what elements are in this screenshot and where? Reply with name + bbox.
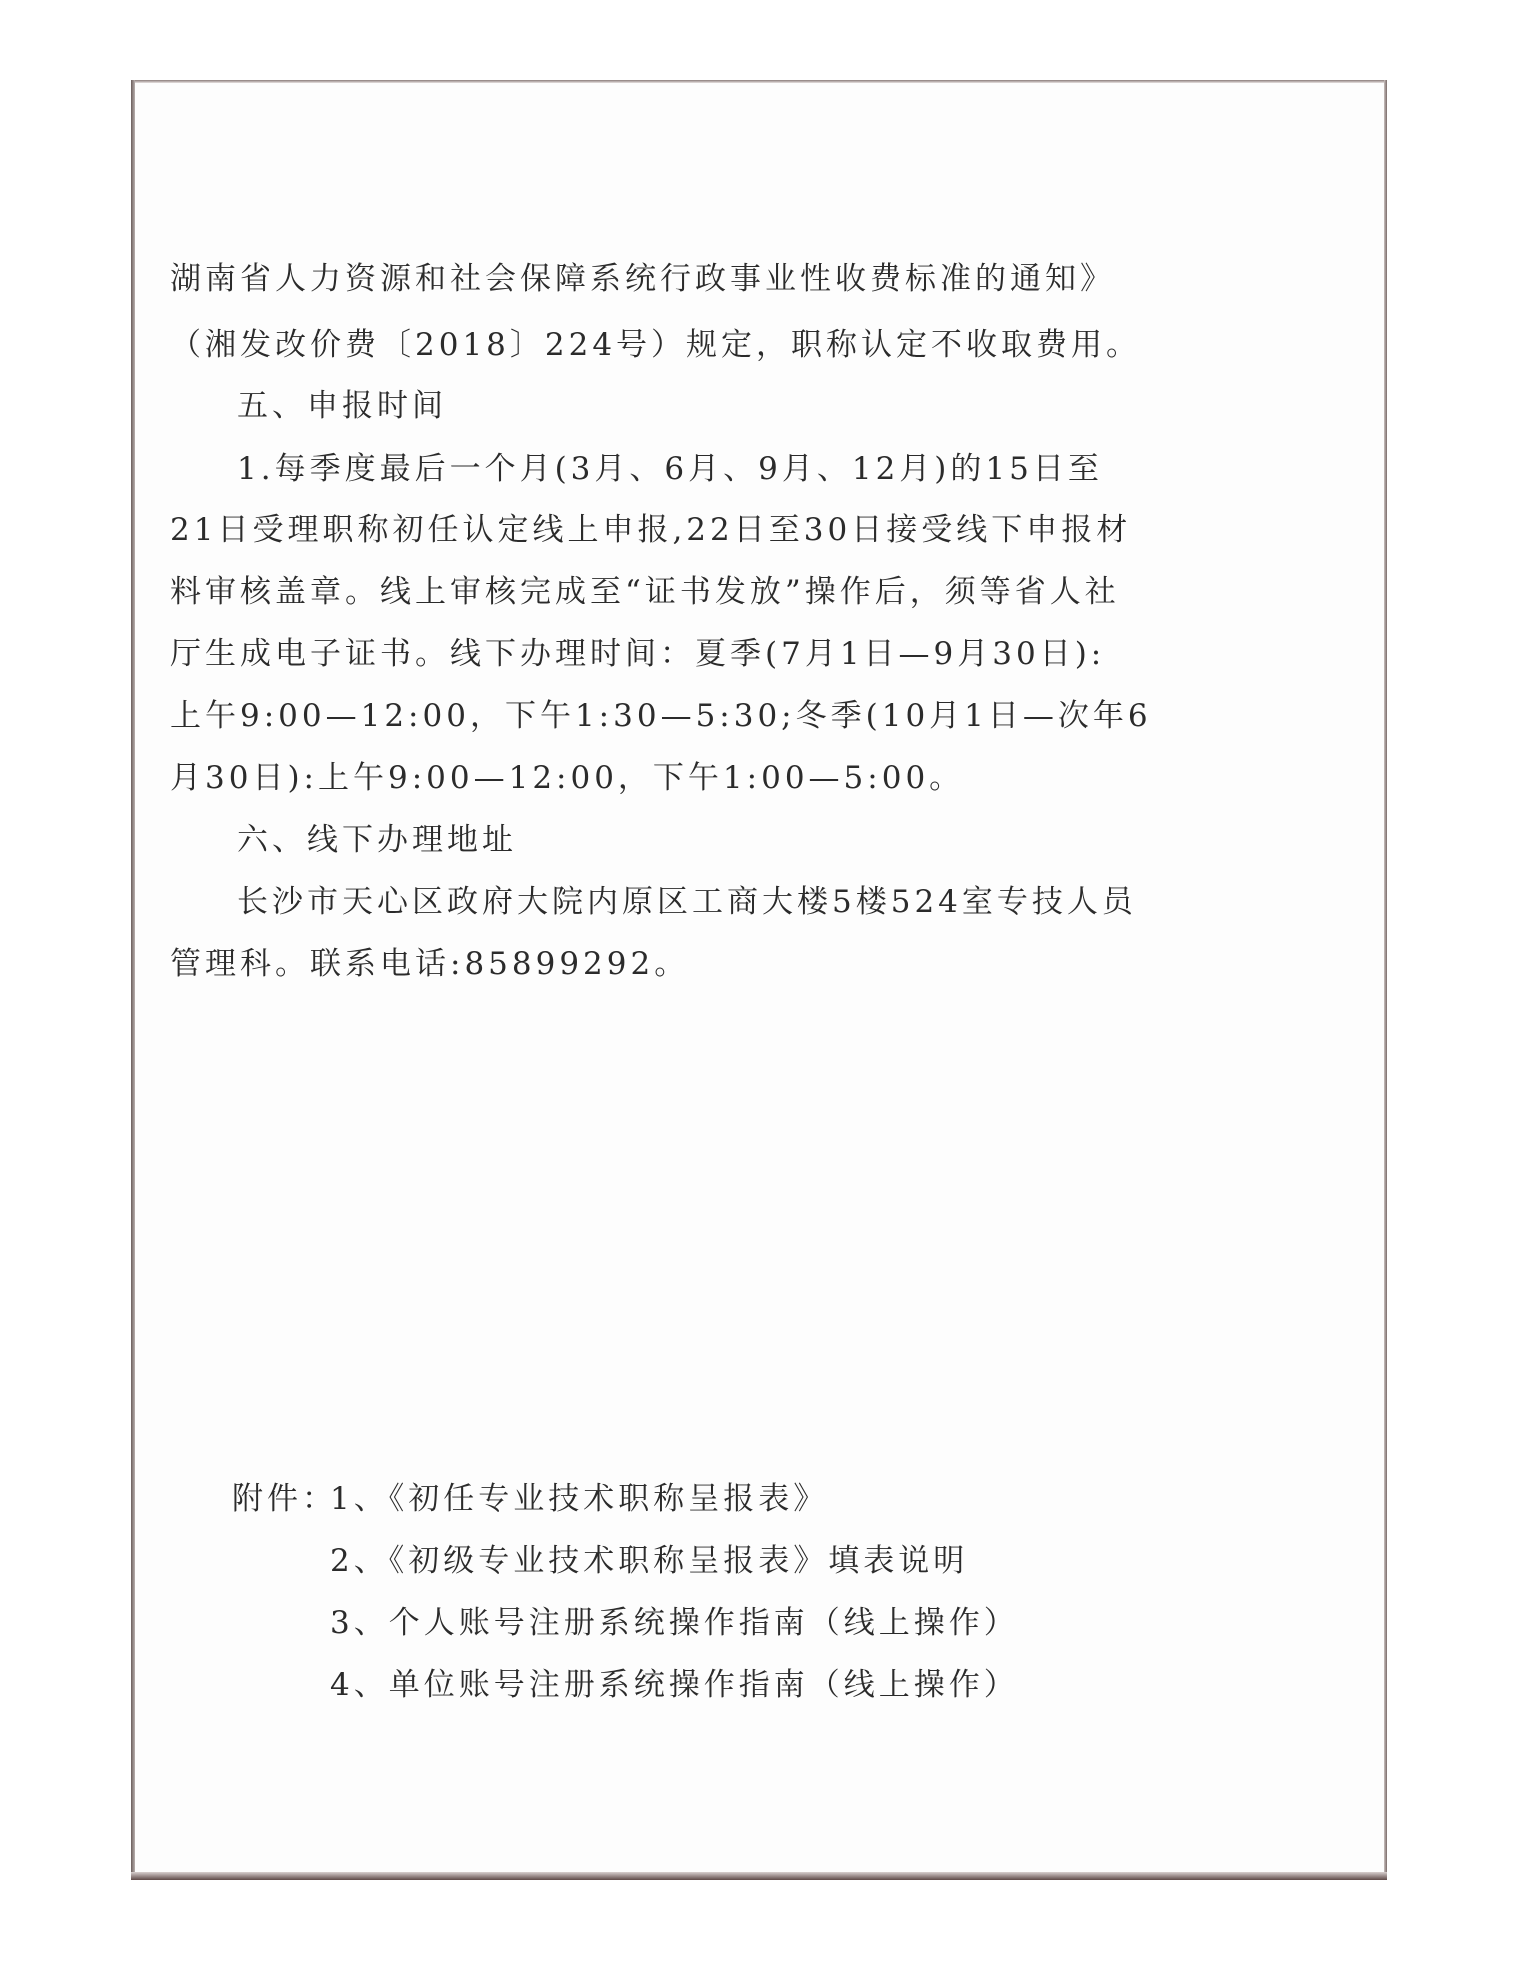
paragraph-line-1: 湖南省人力资源和社会保障系统行政事业性收费标准的通知》 — [170, 261, 1115, 297]
section-heading-offline-address: 六、线下办理地址 — [237, 822, 517, 858]
attachment-item-3: 3、个人账号注册系统操作指南（线上操作） — [330, 1605, 1019, 1641]
paragraph-line-5: 21日受理职称初任认定线上申报,22日至30日接受线下申报材 — [170, 512, 1132, 548]
paragraph-line-11: 长沙市天心区政府大院内原区工商大楼5楼524室专技人员 — [237, 884, 1137, 920]
attachments-label: 附件： — [232, 1481, 337, 1517]
paragraph-line-7: 厅生成电子证书。线下办理时间：夏季(7月1日—9月30日): — [170, 636, 1106, 672]
attachment-item-2: 2、《初级专业技术职称呈报表》填表说明 — [330, 1543, 969, 1579]
attachment-item-1: 1、《初任专业技术职称呈报表》 — [330, 1481, 829, 1517]
paragraph-line-12: 管理科。联系电话:85899292。 — [170, 946, 690, 982]
paragraph-line-9: 月30日):上午9:00—12:00，下午1:00—5:00。 — [170, 760, 965, 796]
attachment-item-4: 4、单位账号注册系统操作指南（线上操作） — [330, 1667, 1019, 1703]
scan-edge-bottom — [131, 1872, 1387, 1880]
paragraph-line-6: 料审核盖章。线上审核完成至“证书发放”操作后，须等省人社 — [170, 574, 1120, 610]
paragraph-line-4: 1.每季度最后一个月(3月、6月、9月、12月)的15日至 — [237, 451, 1103, 487]
paragraph-line-2: （湘发改价费〔2018〕224号）规定，职称认定不收取费用。 — [170, 327, 1142, 363]
section-heading-application-time: 五、申报时间 — [237, 388, 447, 424]
paragraph-line-8: 上午9:00—12:00，下午1:30—5:30;冬季(10月1日—次年6 — [170, 698, 1152, 734]
